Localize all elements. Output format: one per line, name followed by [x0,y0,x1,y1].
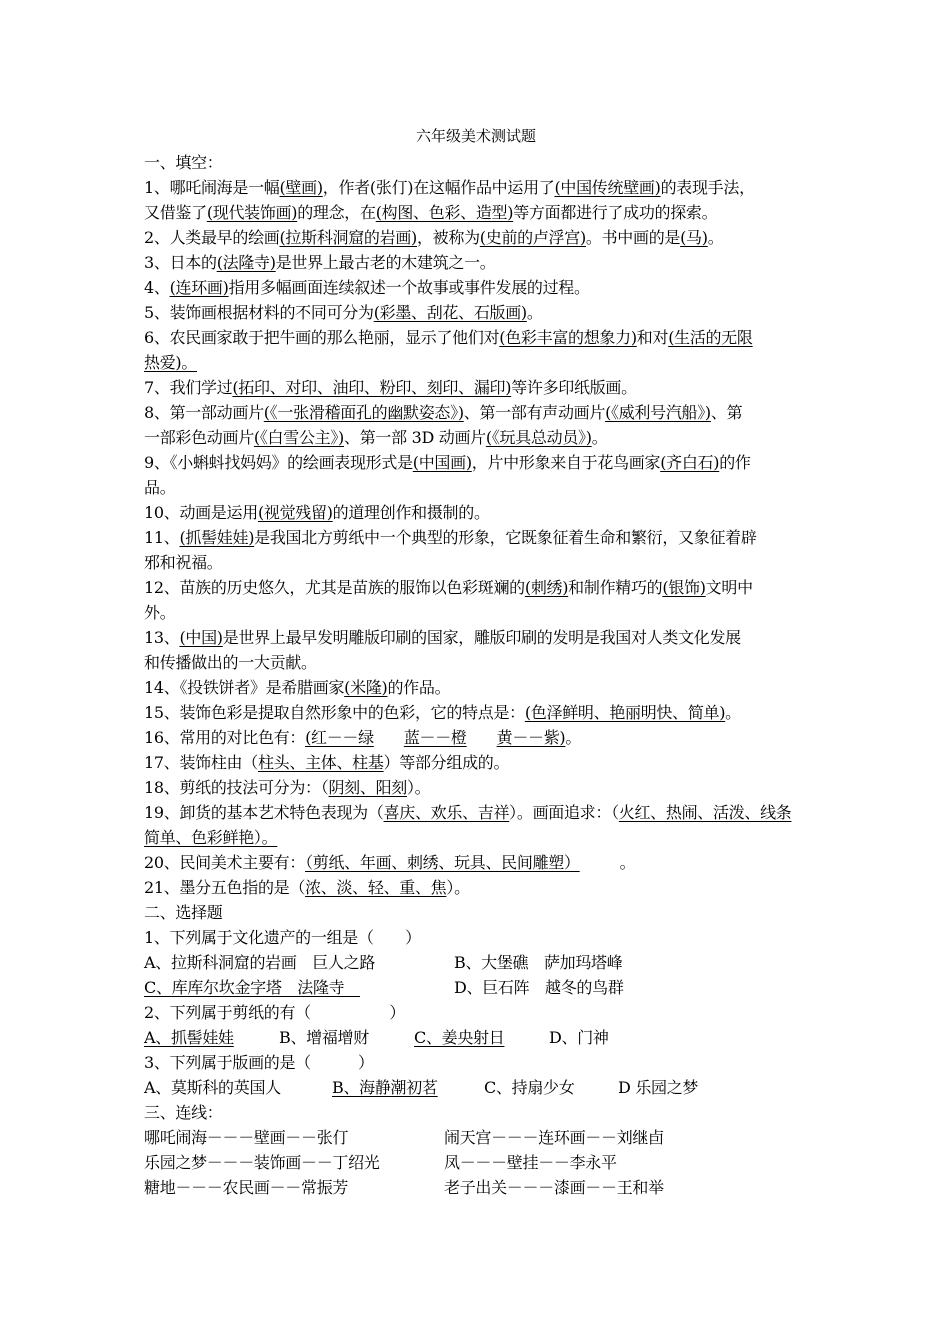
section-heading-match: 三、连线： [144,1103,223,1122]
answer: (银饰) [662,578,706,597]
question-9-line-1: 9、《小蝌蚪找妈妈》的绘画表现形式是(中国画)，片中形象来自于花鸟画家(齐白石)的作 [144,453,751,472]
match-row [144,1125,808,1150]
answer: (《威利号汽船》) [605,403,711,422]
answer: 喜庆、欢乐、吉祥 [383,803,510,822]
answer: 简单、色彩鲜艳）。 [144,828,278,847]
option-d: D、巨石阵 越冬的鸟群 [454,978,624,997]
answer: （剪纸、年画、刺绣、玩具、民间雕塑） [305,853,580,872]
choice-3-options [144,1075,808,1100]
option-c: C、持扇少女 [484,1078,575,1097]
answer: (红－－绿 蓝－－橙 黄－－紫) [305,728,566,747]
option-a: A、拉斯科洞窟的岩画 巨人之路 [144,953,376,972]
answer: 柱头、主体、柱基 [257,753,384,772]
answer: (史前的卢浮宫) [479,228,586,247]
question-12-line-1: 12、苗族的历史悠久，尤其是苗族的服饰以色彩斑斓的(刺绣)和制作精巧的(银饰)文明中 [144,578,753,597]
document-content [144,125,808,1200]
answer: (抓髻娃娃) [179,528,255,547]
question-20: 20、民间美术主要有：（剪纸、年画、刺绣、玩具、民间雕塑） 。 [144,853,636,872]
section-heading-fill-blank: 一、填空： [144,153,223,172]
question-6-line-1: 6、农民画家敢于把牛画的那么艳丽，显示了他们对(色彩丰富的想象力)和对(生活的无限 [144,328,753,347]
option-d: D 乐园之梦 [618,1078,699,1097]
option-b-answer: B、海静潮初茗 [332,1078,438,1097]
choice-2-options [144,1025,808,1050]
answer: (色彩丰富的想象力) [499,328,637,347]
option-a-answer: A、抓髻娃娃 [144,1028,234,1047]
question-15: 15、装饰色彩是提取自然形象中的色彩，它的特点是：(色泽鲜明、艳丽明快、简单)。 [144,703,741,722]
match-right: 闹天宫－－－连环画－－刘继卣 [444,1128,664,1147]
choice-1-options-row-1 [144,950,808,975]
question-16: 16、常用的对比色有：(红－－绿 蓝－－橙 黄－－紫)。 [144,728,582,747]
question-1-line-2: 又借鉴了(现代装饰画)的理念，在(构图、色彩、造型)等方面都进行了成功的探索。 [144,203,718,222]
answer: 阴刻、阳刻 [328,778,407,797]
answer: (《玩具总动员》) [485,428,592,447]
match-right: 凤－－－壁挂－－李永平 [444,1153,617,1172]
answer: (连环画) [169,278,229,297]
answer: (壁画) [279,178,323,197]
question-11-line-2: 邪和祝福。 [144,553,223,572]
option-b: B、大堡礁 萨加玛塔峰 [454,953,623,972]
question-7: 7、我们学过(拓印、对印、油印、粉印、刻印、漏印)等许多印纸版画。 [144,378,637,397]
answer: (刺绣) [524,578,569,597]
answer: (中国传统壁画) [554,178,661,197]
question-12-line-2: 外。 [144,603,176,622]
answer: (中国) [179,628,223,647]
question-17: 17、装饰柱由（柱头、主体、柱基）等部分组成的。 [144,753,510,772]
answer: (视觉残留) [257,503,333,522]
match-row [144,1175,808,1200]
answer: 热爱)。 [144,353,198,372]
match-row [144,1150,808,1175]
page-title: 六年级美术测试题 [415,127,536,145]
option-c-answer: C、库库尔坎金字塔 法隆寺 [144,978,361,997]
answer: (彩墨、刮花、石版画) [373,303,527,322]
match-left: 乐园之梦－－－装饰画－－丁绍光 [144,1153,380,1172]
question-8-line-1: 8、第一部动画片(《一张滑稽面孔的幽默姿态》)、第一部有声动画片(《威利号汽船》)、第 [144,403,743,422]
question-6-line-2 [144,350,808,375]
answer: (拉斯科洞窟的岩画) [279,228,417,247]
section-heading-choice: 二、选择题 [144,903,223,922]
answer: (生活的无限 [668,328,753,347]
option-b: B、增福增财 [279,1028,369,1047]
answer: (构图、色彩、造型) [375,203,514,222]
answer: 浓、淡、轻、重、焦 [305,878,447,897]
answer: (《白雪公主》) [253,428,344,447]
question-19-line-1: 19、卸货的基本艺术特色表现为（喜庆、欢乐、吉祥）。画面追求：（火红、热闹、活泼、线条 [144,803,792,822]
question-4: 4、(连环画)指用多幅画面连续叙述一个故事或事件发展的过程。 [144,278,590,297]
question-5: 5、装饰画根据材料的不同可分为(彩墨、刮花、石版画)。 [144,303,543,322]
question-1-line-1: 1、哪吒闹海是一幅(壁画)，作者(张仃)在这幅作品中运用了(中国传统壁画)的表现手法， [144,178,755,197]
question-13-line-2: 和传播做出的一大贡献。 [144,653,317,672]
choice-1-stem: 1、下列属于文化遗产的一组是（ ） [144,928,421,947]
option-d: D、门神 [549,1028,609,1047]
choice-1-options-row-2 [144,975,808,1000]
option-c-answer: C、姜央射日 [414,1028,505,1047]
match-right: 老子出关－－－漆画－－王和举 [444,1178,664,1197]
answer: (《一张滑稽面孔的幽默姿态》) [263,403,464,422]
match-left: 糖地－－－农民画－－常振芳 [144,1178,349,1197]
answer: (中国画) [412,453,472,472]
question-18: 18、剪纸的技法可分为：（阴刻、阳刻）。 [144,778,431,797]
question-11-line-1: 11、(抓髻娃娃)是我国北方剪纸中一个典型的形象，它既象征着生命和繁衍，又象征着辟 [144,528,757,547]
question-9-line-2: 品。 [144,478,176,497]
question-8-line-2: 一部彩色动画片(《白雪公主》)、第一部 3D 动画片(《玩具总动员》)。 [144,428,608,447]
question-2: 2、人类最早的绘画(拉斯科洞窟的岩画)，被称为(史前的卢浮宫)。书中画的是(马)。 [144,228,724,247]
question-10: 10、动画是运用(视觉残留)的道理创作和摄制的。 [144,503,490,522]
question-13-line-1: 13、(中国)是世界上最早发明雕版印刷的国家，雕版印刷的发明是我国对人类文化发展 [144,628,741,647]
answer: (现代装饰画) [206,203,298,222]
answer: (米隆) [344,678,388,697]
question-19-line-2 [144,825,808,850]
question-14: 14、《投铁饼者》是希腊画家(米隆)的作品。 [144,678,451,697]
answer: 火红、热闹、活泼、线条 [618,803,792,822]
answer: (齐白石) [660,453,720,472]
match-left: 哪吒闹海－－－壁画－－张仃 [144,1128,349,1147]
question-3: 3、日本的(法隆寺)是世界上最古老的木建筑之一。 [144,253,496,272]
choice-2-stem: 2、下列属于剪纸的有（ ） [144,1003,406,1022]
answer: (色泽鲜明、艳丽明快、简单) [524,703,726,722]
answer: (拓印、对印、油印、粉印、刻印、漏印) [232,378,512,397]
question-21: 21、墨分五色指的是（浓、淡、轻、重、焦）。 [144,878,470,897]
answer: (马) [680,228,708,247]
option-a: A、莫斯科的英国人 [144,1078,281,1097]
choice-3-stem: 3、下列属于版画的是（ ） [144,1053,374,1072]
answer: (法隆寺) [216,253,276,272]
